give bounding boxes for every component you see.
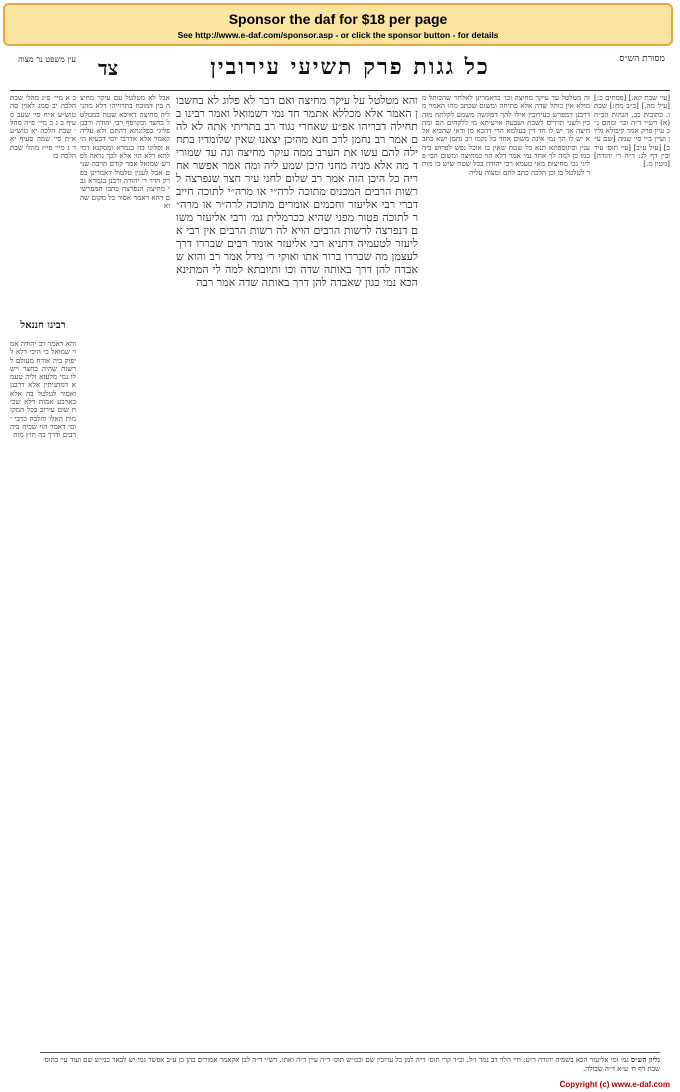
gilyon-hashas — [40, 1052, 660, 1074]
rashi-column: אבל לא מטלטל עם עיקר מחיצה בין דמוכח בתרוייהו דלא מהני ליה מחיצה דאיכא שטח במטלטל בחצר ובקרפף רבי יהודה ורבנן פליגי בפלוגתא דהתם ולא עליה קאמר אלא אדרבי יוסי דבעיא היא ופליגי בה בגמרא ומסקנא דמילתא דלא הוי אלא לכך נראה לפרש שמואל אמר קודם הרבה שנים אבל לענין טלטול דאמרינן בפרק הדר ר׳ יהודה ורבנן בגמרא גבי מחיצה הנפרצה כתבו המפרשים דהא דאמר אסור כל מקום שהוא — [80, 94, 170, 210]
masoret-hashas-column: [עי׳ שבת קא.] [פסחים כ:] [עיל מה.] [ב״ב מח:] שבת ו. כתובות כב. הגהות הב״ח (א) רש״י ד״ה וכו׳ ומהם נ״ב עיין פרק אמר קיבולא גליון ועיין ב״י סי׳ שמה [שם ע״ב] [עיל ע״ב] [עי׳ תוס׳ עירובין דף לג: ד״ה ר׳ יהודה] [גיטין מ.] — [594, 94, 670, 169]
talmud-page — [10, 50, 670, 1075]
gilyon-label: גליון הש״ס — [630, 1055, 660, 1064]
rabbenu-chananel-label: רבינו חננאל — [10, 320, 76, 331]
gemara-text: והא מטלטל על עיקר מחיצה ואם דבר לא פלוג לא בחשבון האמר אלא מכללא אתמר חד נמי דשמואל ואמר רבינו בתחילה דבריהו אפ״ע שאחרי נגוד רב בתריתי אתה לא להם אמר רב נחמן לרב חנא מהיכן יצאנו שאין שלומדיו בתחילה להם עשו את הערב ממה עיקר מחיצה ונה עד שמוריד מה אלא מניה מחני היכן שמע ליה ומה אמר אפשר אחריה כל היכן הזה אמר רב שלום לחני עיר חצר שנפרצה לרשות הרבים המכניס מתוכה לרה״י או מרה״י לתוכה חייב דברי רבי אליעזר וחכמים אומרים מתוכה לרה״ר או מרה״ר לתוכה פטור מפני שהיא ככרמלית גמ׳ ורבי אליעזר משום דנפרצה לרשות הרבים הויא לה רשות הרבים אין רבי אליעזר לטעמיה דתניא רבי אליעזר אומר רבים שבררו דרך לעצמן מה שבררו ברור אתו ואוקי ר׳ גידל אמר רב והוא שאבדה להן דרך באותה שדה וכו ותיובתא למה לי המתינא הכא נמי כגון שאבדה להן דרך באותה שדה אמר רבה — [176, 94, 418, 289]
header-ein-mishpat-label: עין משפט נר מצוה — [18, 55, 76, 64]
page-header — [10, 50, 670, 91]
header-chapter-title — [160, 54, 540, 80]
gilyon-text: גמ׳ ומי אליעזר הכא בשמיה יהודה ר״ט: חיי הלוי דב נמד ז״ל. וכ״ד קרי תוס׳ ד״ה למן כל ערובין שם וכמ״ש תוס׳ ד״ה עיין ד״ה ואתו. רש״י ד״ה לבן אקאמר אמורים בהן כן ע״ב אפשר נמי יש לבאר כמ״ש שם ועוד עי׳ בתוס׳ שבת דף ח׳ ע״א ד״ה שבולה. — [43, 1056, 660, 1073]
header-masoret-label: מסורת הש״ס — [619, 54, 665, 64]
page-number: צד — [98, 56, 119, 80]
sponsor-title[interactable]: Sponsor the daf for $18 per page — [228, 11, 448, 27]
sponsor-subtitle[interactable]: See http://www.e-daf.com/sponsor.asp - or click the sponsor button - for details — [177, 30, 499, 40]
copyright-link[interactable]: Copyright (c) www.e-daf.com — [559, 1080, 670, 1089]
header-chapter-text: כל גגות פרק תשיעי עירובין — [210, 54, 490, 80]
sponsor-banner[interactable] — [3, 3, 673, 46]
gemara-main-text — [176, 94, 418, 934]
tosafot-column: זה מטלטל עד עיקר מחיצה וכו׳ כדאמרינן לאלתר שהכותל ממולא אין כותל שדה אלא פתיחה ומשום שכתב מהו האמר מדרבנן דמפרש בעירובין אילו להך דמקשה משמע לקלתח מזה בין לשני תרדים לשבת ושבעה ארעיתא מי ללקחים הם ומה חיצה אך יש לו חד דין בעלמא הרי דהכא מן ודאי שהביא אלא יש לו הך נמי אינה משום אחד כל נקמו רב נחמן ישא כתב ענין ובתוספתא תנא כל שטח שאין בו אוכל נפש לפרוש ביה כמו כן למה לך אחד נמי אמר דלא הוי כמחיצה ומשום הכי פליגי גבי מחיצות מאי טעמא רבי יהודה בכל שטח שיש בו מותר לטלטל בו וכן הלכה כתב להם ומצוה עליה — [422, 94, 590, 177]
ein-mishpat-column: ב א מיי׳ פ״ג מהל׳ שבת הלכה יב סמג לאוין סה טוש״ע א״ח סי׳ שעב סעיף ב ג ב מיי׳ פ״ה מהל׳ שבת הלכה יא טוש״ע א״ח סי׳ שמה סעיף יא ד ג מיי׳ פי״ז מהל׳ שבת הלכה כז — [10, 94, 76, 161]
rabbenu-chananel-column: והא דאמר רב יהודה אמר שמואל כי היכי דלא ליפוק ביה אורח מעולם לרשות שהיה בחצר ויש לו נמי מלעזא וליה טעמא דמתניתין אלא דרבנן ואסור לטלטל בה אלא בארבע אמות דלא שכיח שום עירוב בכל המקומות האלו והלכה כרבי יוסי דאמר הוי שכיח ביה רבים ודרך בה חוץ מזה — [10, 340, 76, 440]
